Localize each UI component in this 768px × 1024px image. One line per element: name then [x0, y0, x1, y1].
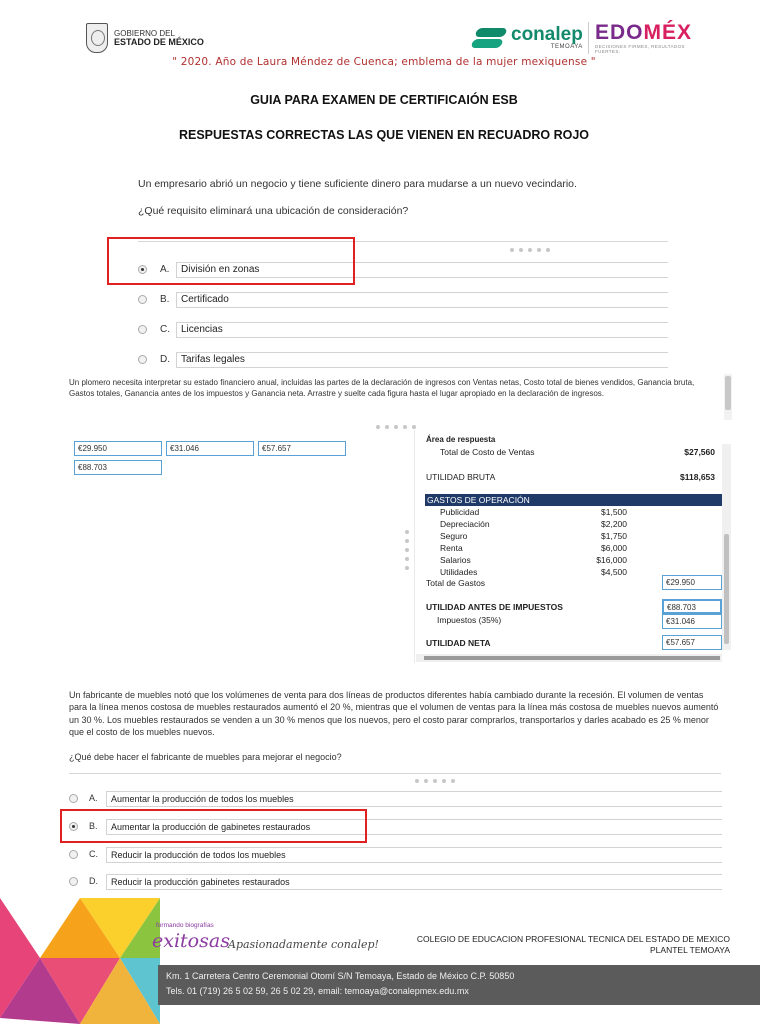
institution-name [417, 934, 730, 956]
expense-value: $2,200 [601, 519, 627, 529]
radio-button[interactable] [138, 325, 147, 334]
option-letter: A. [160, 263, 170, 275]
conalep-name: conalep [511, 24, 583, 45]
answer-area-vertical-scrollbar[interactable] [722, 444, 731, 650]
drop-target-net-income[interactable]: €57.657 [662, 635, 722, 650]
expense-value: $1,500 [601, 507, 627, 517]
q3-separator [69, 773, 721, 774]
radio-button[interactable] [69, 877, 78, 886]
edomex-name-a: EDO [595, 21, 644, 44]
expense-label: Salarios [440, 555, 471, 565]
radio-button[interactable] [69, 850, 78, 859]
expense-label: Utilidades [440, 567, 478, 577]
edomex-name-b: MÉX [643, 21, 693, 44]
resize-handle-icon[interactable] [405, 530, 409, 570]
operating-expenses-header: GASTOS DE OPERACIÓN [425, 494, 728, 506]
net-income-label: UTILIDAD NETA [426, 638, 491, 648]
option-letter: B. [89, 821, 98, 831]
q3-prompt: Un fabricante de muebles notó que los volúmenes de venta para dos líneas de productos diferentes había cambiado durante la recesión. El volumen de ventas para la línea menos costosa de muebles restaurados aumentó el 20 %, mientras que el volumen de ventas para la línea más costosa de muebles nuevos aumentó un 30 %. Los muebles restaurados se venden a un 30 % menos que los nuevos, pero el costo parar comprarlos, transportarlos y darles acabado es 25 % menor que el costo de los muebles nuevos. [69, 690, 719, 737]
drop-target-total-expenses[interactable]: €29.950 [662, 575, 722, 590]
cost-of-sales-value: $27,560 [684, 447, 715, 457]
q1-question: ¿Qué requisito eliminará una ubicación de consideración? [138, 205, 409, 217]
option-text: Aumentar la producción de todos los muebles [106, 791, 722, 807]
draggable-value-chip[interactable]: €31.046 [166, 441, 254, 456]
footer-contact-bar [158, 965, 760, 1005]
edomex-slogan: DECISIONES FIRMES, RESULTADOS FUERTES. [595, 44, 685, 54]
draggable-value-chip[interactable]: €57.657 [258, 441, 346, 456]
gobierno-estado-mexico-logo [86, 20, 216, 56]
page-instruction: RESPUESTAS CORRECTAS LAS QUE VIENEN EN RECUADRO ROJO [178, 128, 589, 142]
institution-line2: PLANTEL TEMOAYA [650, 945, 730, 955]
expense-value: $1,750 [601, 531, 627, 541]
coat-of-arms-icon [86, 23, 108, 53]
option-text: Reducir la producción gabinetes restaurados [106, 874, 722, 890]
edomex-logo [588, 22, 700, 54]
q1-intro: Un empresario abrió un negocio y tiene suficiente dinero para mudarse a un nuevo vecindario. [138, 178, 577, 190]
option-letter: C. [160, 323, 170, 335]
page-title: GUIA PARA EXAMEN DE CERTIFICAIÓN ESB [250, 93, 518, 107]
conalep-logo [472, 22, 583, 54]
expense-label: Renta [440, 543, 463, 553]
drop-target-taxes[interactable]: €31.046 [662, 614, 722, 629]
taxes-label: Impuestos (35%) [437, 615, 502, 625]
radio-button[interactable] [69, 794, 78, 803]
radio-button[interactable] [138, 355, 147, 364]
footer-contact: Tels. 01 (719) 26 5 02 59, 26 5 02 29, email: temoaya@conalepmex.edu.mx [166, 986, 469, 996]
draggable-value-chip[interactable]: €29.950 [74, 441, 162, 456]
q3-question: ¿Qué debe hacer el fabricante de muebles para mejorar el negocio? [69, 752, 342, 762]
option-text: División en zonas [176, 262, 668, 278]
drag-handle-icon[interactable] [510, 248, 550, 252]
option-text: Reducir la producción de todos los muebles [106, 847, 722, 863]
conalep-campus: TEMOAYA [550, 44, 583, 50]
total-expenses-label: Total de Gastos [426, 578, 486, 588]
correct-answer-highlight [107, 237, 355, 285]
expense-value: $16,000 [596, 555, 627, 565]
footer-address: Km. 1 Carretera Centro Ceremonial Otomí S/N Temoaya, Estado de México C.P. 50850 [166, 971, 515, 981]
conalep-mark-icon [472, 26, 506, 50]
option-text: Certificado [176, 292, 668, 308]
logo-small-text: formando biografías [156, 922, 214, 929]
gross-profit-label: UTILIDAD BRUTA [426, 472, 496, 482]
answer-area-horizontal-scrollbar[interactable] [416, 654, 722, 662]
expense-label: Depreciación [440, 519, 490, 529]
gross-profit-value: $118,653 [680, 472, 715, 482]
q2-prompt: Un plomero necesita interpretar su estado financiero anual, incluidas las partes de la declaración de ingresos con Ventas netas, Costo total de bienes vendidos, Ganancia bruta, Gastos totales, Ganancia antes de los impuestos y Ganancia neta. Arrastre y suelte cada figura hasta el lugar apropiado en la declaración de ingresos. [69, 378, 695, 398]
expense-label: Seguro [440, 531, 468, 541]
option-letter: D. [89, 876, 98, 886]
expense-value: $6,000 [601, 543, 627, 553]
year-motto: " 2020. Año de Laura Méndez de Cuenca; emblema de la mujer mexiquense " [172, 56, 596, 68]
drop-target-pretax-income[interactable]: €88.703 [662, 599, 722, 614]
correct-answer-highlight [60, 809, 367, 843]
draggable-value-chip[interactable]: €88.703 [74, 460, 162, 475]
expense-value: $4,500 [601, 567, 627, 577]
gov-logo-line2: ESTADO DE MÉXICO [114, 37, 204, 47]
drag-handle-icon[interactable] [376, 425, 416, 429]
expense-label: Publicidad [440, 507, 480, 517]
option-text: Tarifas legales [176, 352, 668, 368]
answer-area-title: Área de respuesta [426, 435, 496, 444]
radio-button[interactable] [138, 295, 147, 304]
cost-of-sales-label: Total de Costo de Ventas [440, 447, 535, 457]
drag-handle-icon[interactable] [415, 779, 455, 783]
option-letter: B. [160, 293, 170, 305]
option-text: Aumentar la producción de gabinetes restaurados [106, 819, 722, 835]
option-letter: D. [160, 353, 170, 365]
logo-tagline: Apasionadamente conalep! [228, 938, 379, 951]
exitosas-logo [148, 920, 379, 962]
q2-scrollbar[interactable] [724, 374, 732, 420]
gov-logo-line1: GOBIERNO DEL [114, 29, 175, 38]
logo-big-text: exitosas [152, 930, 230, 952]
option-text: Licencias [176, 322, 668, 338]
option-letter: C. [89, 849, 98, 859]
pretax-income-label: UTILIDAD ANTES DE IMPUESTOS [426, 602, 563, 612]
institution-line1: COLEGIO DE EDUCACION PROFESIONAL TECNICA DEL ESTADO DE MEXICO [416, 934, 730, 944]
option-letter: A. [89, 793, 98, 803]
